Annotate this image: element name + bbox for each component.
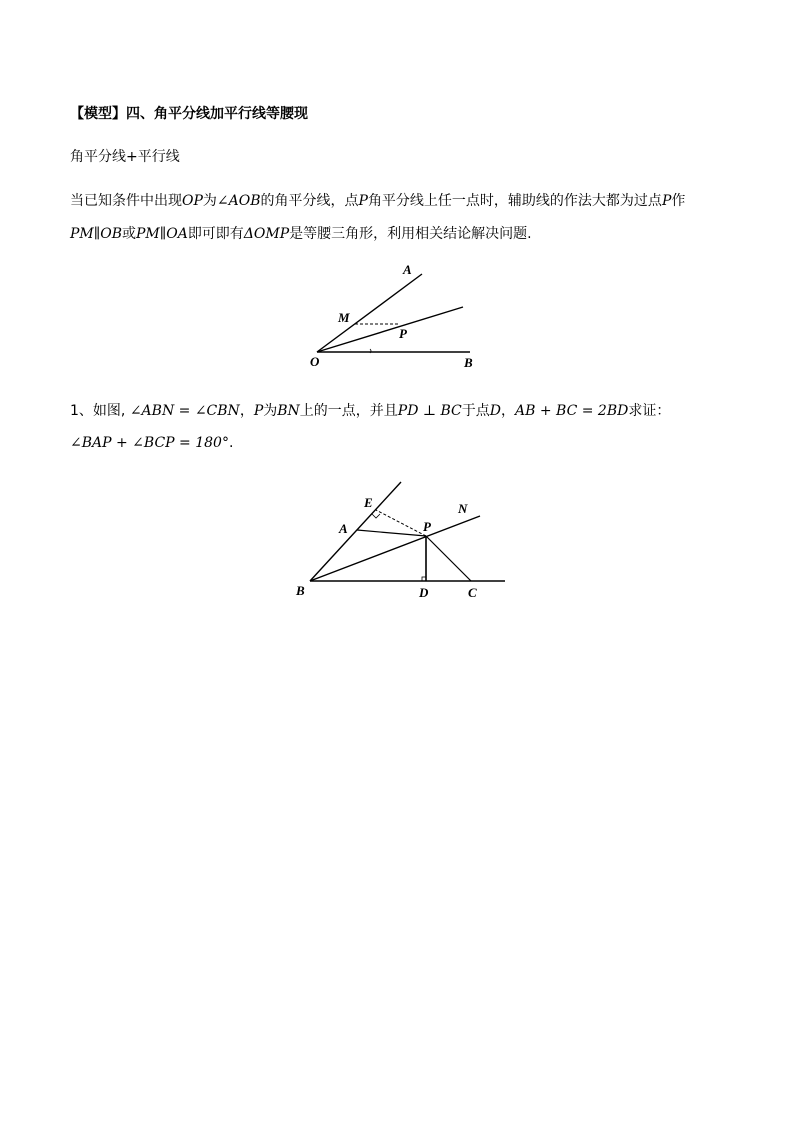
text-segment: 上的一点，并且 — [299, 403, 398, 419]
math-point-p: P — [253, 403, 264, 419]
text-segment: 即可即有 — [187, 226, 244, 242]
label-e: E — [364, 495, 373, 510]
math-pd-perp-bc: PD ⊥ BC — [397, 403, 462, 419]
text-segment: 的角平分线，点 — [260, 193, 359, 209]
text-segment: 求证： — [628, 403, 671, 419]
angle-mark — [370, 349, 371, 353]
right-angle-mark-e — [372, 514, 380, 518]
math-op: OP — [182, 193, 203, 209]
math-point-d: D — [489, 403, 501, 419]
label-b: B — [464, 355, 473, 370]
text-segment: ， — [239, 403, 254, 419]
angle-bisector-figure — [300, 258, 490, 378]
section-subtitle: 角平分线+平行线 — [70, 149, 180, 165]
text-segment: 作 — [671, 193, 686, 209]
paragraph-line-1 — [70, 191, 685, 211]
label-n: N — [458, 501, 468, 516]
paragraph-line-2 — [70, 224, 532, 244]
label-p: P — [399, 326, 407, 341]
text-segment: 于点 — [461, 403, 490, 419]
text-segment: ， — [501, 403, 515, 419]
text-segment: 为 — [202, 193, 217, 209]
label-p: P — [423, 519, 431, 534]
math-triangle-omp: ΔOMP — [243, 226, 290, 242]
math-sum-equality: AB + BC = 2BD — [515, 403, 629, 419]
text-segment: 为 — [263, 403, 278, 419]
section-title: 【模型】四、角平分线加平行线等腰现 — [70, 106, 308, 122]
problem-line-1 — [70, 401, 670, 421]
math-point-p: P — [358, 193, 368, 209]
text-segment: 是等腰三角形，利用相关结论解决问题. — [289, 226, 532, 242]
text-segment: 角平分线上任一点时，辅助线的作法大都为过点 — [367, 193, 662, 209]
label-a: A — [339, 521, 348, 536]
text-segment: 当已知条件中出现 — [70, 193, 182, 209]
problem-figure — [290, 475, 515, 605]
math-angle-equality: ∠ABN = ∠CBN — [129, 403, 240, 419]
label-d: D — [419, 585, 429, 600]
ray-ba — [310, 482, 401, 581]
problem-number: 1、如图, — [70, 403, 126, 419]
problem-line-2 — [70, 433, 233, 453]
math-point-p: P — [661, 193, 672, 209]
text-segment: 或 — [122, 226, 136, 242]
ray-bn — [310, 516, 480, 581]
math-pm-parallel-oa: PM∥OA — [136, 226, 188, 242]
math-bn: BN — [277, 403, 300, 419]
math-angle-aob: ∠AOB — [216, 193, 261, 209]
segment-pc — [426, 536, 471, 581]
math-angle-sum: ∠BAP + ∠BCP = 180° — [70, 435, 229, 451]
label-c: C — [468, 585, 477, 600]
label-o: O — [310, 354, 320, 369]
label-a: A — [403, 262, 412, 277]
label-b: B — [296, 583, 305, 598]
label-m: M — [338, 310, 350, 325]
text-segment: . — [228, 435, 234, 451]
math-pm-parallel-ob: PM∥OB — [70, 226, 122, 242]
